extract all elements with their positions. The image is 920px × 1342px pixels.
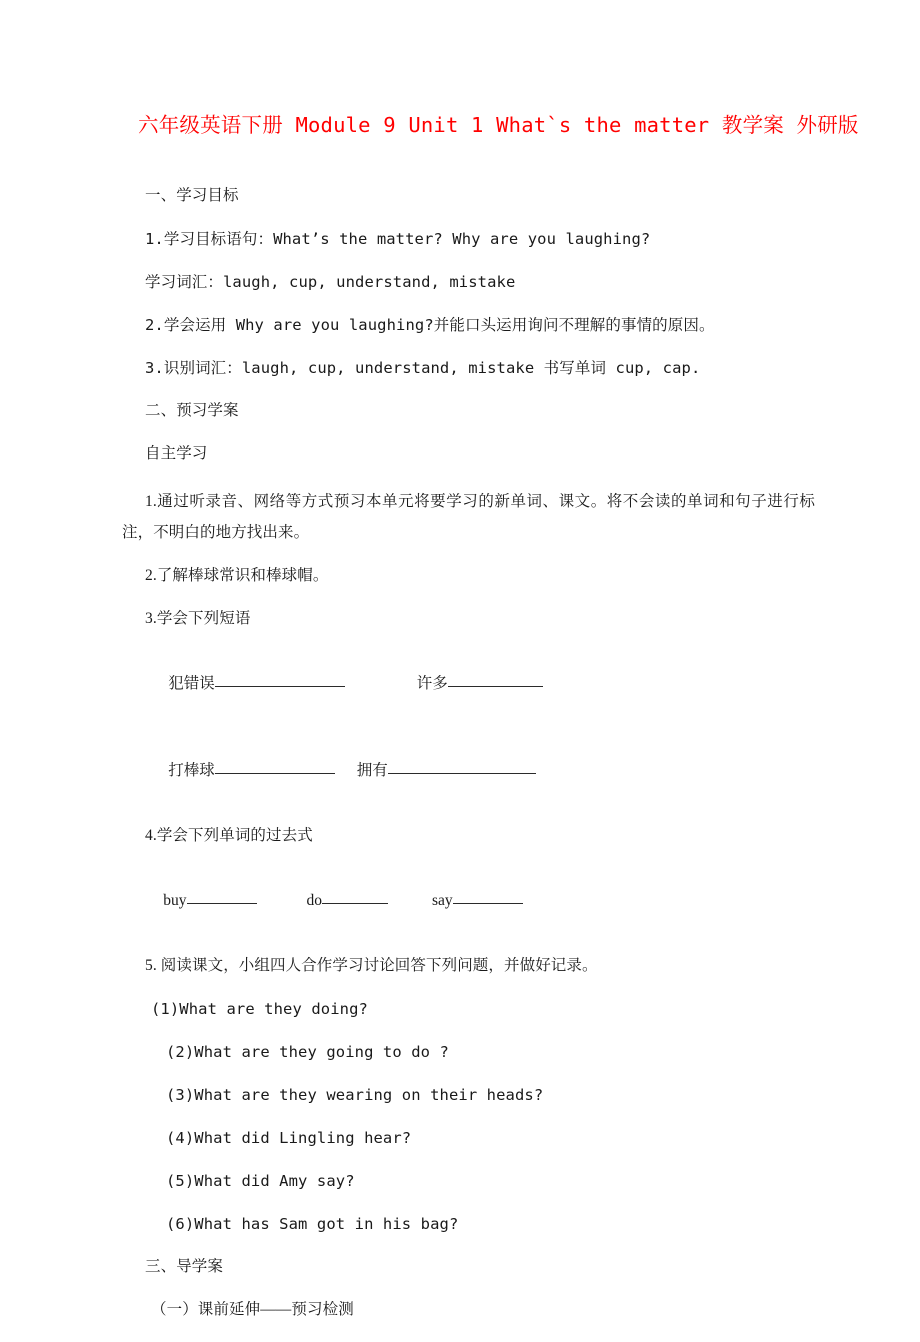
past-tense-blank-input-2[interactable] [322,889,388,904]
past-tense-word-do: do [306,892,322,909]
question-item-5: (5)What did Amy say? [166,1172,355,1190]
phrase-blank-input-2[interactable] [448,672,543,687]
prep-item-3: 3.学会下列短语 [145,610,251,627]
prep-item-2: 2.了解棒球常识和棒球帽。 [145,567,329,584]
question-item-4: (4)What did Lingling hear? [166,1129,412,1147]
past-tense-word-say: say [432,892,453,909]
prep-item-1: 1.通过听录音、网络等方式预习本单元将要学习的新单词、课文。将不会读的单词和句子进行标注，不明白的地方找出来。 [122,493,815,541]
section-heading-three: 三、导学案 [145,1258,224,1275]
phrase-blank-input-3[interactable] [215,759,335,774]
learning-goal-1: 1.学习目标语句：What’s the matter? Why are you laughing? [145,230,651,248]
learning-goal-3: 3.识别词汇：laugh, cup, understand, mistake 书写单词 cup, cap. [145,359,701,377]
phrase-blank-input-1[interactable] [215,672,345,687]
phrase-label-make-mistake: 犯错误 [168,675,215,692]
document-body [0,185,920,1342]
prep-item-5: 5. 阅读课文，小组四人合作学习讨论回答下列问题，并做好记录。 [145,957,598,974]
prep-item-4: 4.学会下列单词的过去式 [145,827,313,844]
past-tense-blank-input-3[interactable] [453,889,523,904]
self-study-label: 自主学习 [145,445,208,462]
past-tense-word-buy: buy [163,892,187,909]
learning-goal-2: 2.学会运用 Why are you laughing?并能口头运用询问不理解的事情的原因。 [145,316,715,334]
phrase-blank-row-2 [0,738,920,804]
question-item-3: (3)What are they wearing on their heads? [166,1086,544,1104]
subsection-heading-one: （一）课前延伸——预习检测 [151,1301,354,1318]
question-item-6: (6)What has Sam got in his bag? [166,1215,459,1233]
learning-vocabulary: 学习词汇：laugh, cup, understand, mistake [145,273,516,291]
phrase-blank-input-4[interactable] [388,759,536,774]
section-heading-one: 一、学习目标 [145,187,239,204]
phrase-label-play-baseball: 打棒球 [168,762,215,779]
phrase-label-a-lot-of: 许多 [416,675,448,692]
question-item-1: (1)What are they doing? [151,1000,368,1018]
page-title: 六年级英语下册 Module 9 Unit 1 What`s the matter 教学案 外研版 [138,113,859,137]
phrase-label-have-got: 拥有 [356,762,388,779]
phrase-blank-row-1 [0,651,920,717]
past-tense-blank-input-1[interactable] [187,889,257,904]
past-tense-blank-row [0,868,920,934]
question-item-2: (2)What are they going to do ? [166,1043,449,1061]
section-heading-two: 二、预习学案 [145,402,239,419]
